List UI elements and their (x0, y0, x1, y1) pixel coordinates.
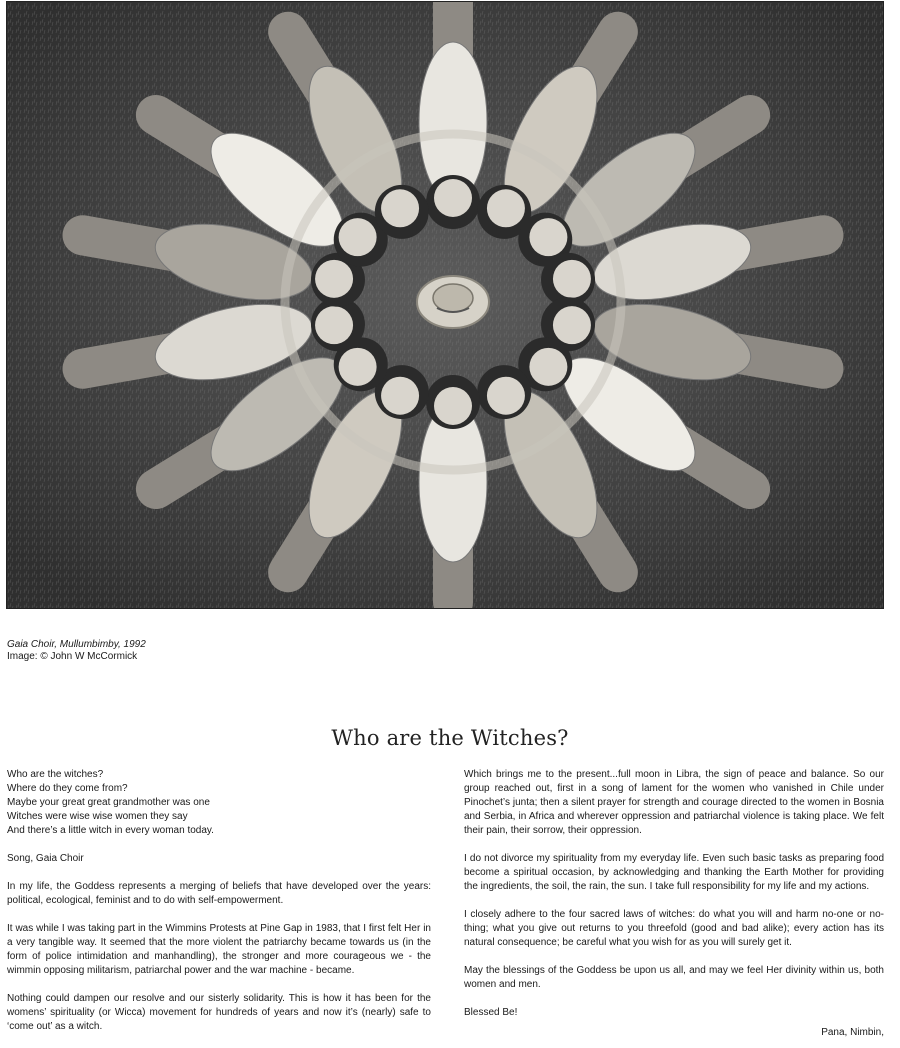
right-column (464, 768, 884, 1040)
face (434, 179, 472, 217)
straw-hat-icon (417, 276, 489, 328)
closing-line: Blessed Be! (464, 1007, 518, 1018)
face (381, 377, 419, 415)
photo-illustration (7, 2, 883, 608)
song-line: Who are the witches? (7, 769, 104, 780)
face (381, 189, 419, 227)
face (553, 260, 591, 298)
face (434, 387, 472, 425)
caption-credit: Image: © John W McCormick (7, 651, 138, 662)
song-line: And there’s a little witch in every woman today. (7, 825, 214, 836)
paragraph: I closely adhere to the four sacred laws of witches: do what you will and harm no-one or no-thing; what you give out returns to you threefold (good and bad alike); every action has its natural consequence; be careful what you wish for as you will surely get it. (464, 909, 884, 948)
paragraph: It was while I was taking part in the Wimmins Protests at Pine Gap in 1983, that I first felt Her in a very tangible way. It seemed that the more violent the patriarchy became towards us (in the form of police intimidation and manhandling), the stronger and more courageous we - the wimmin opposing militarism, patriarchal power and the war machine - became. (7, 923, 431, 976)
song-line: Where do they come from? (7, 783, 128, 794)
article-title: Who are the Witches? (331, 726, 569, 750)
paragraph: May the blessings of the Goddess be upon us all, and may we feel Her divinity within us, both women and men. (464, 965, 884, 990)
signature: Pana, Nimbin, (821, 1027, 884, 1038)
photo-caption (7, 639, 146, 663)
paragraph: I do not divorce my spirituality from my everyday life. Even such basic tasks as preparing food become a spiritual occasion, by acknowledging and thanking the Earth Mother for providing the ingredients, the soil, the rain, the sun. I take full responsibility for my life and my actions. (464, 853, 884, 892)
paragraph: Which brings me to the present...full moon in Libra, the sign of peace and balance. So our group reached out, first in a song of lament for the women who vanished in Chile under Pinochet’s junta; then a silent prayer for strength and courage directed to the women in Bosnia and Serbia, in Africa and wherever oppression and patriarchal violence is taking place. We felt their pain, their sorrow, their oppression. (464, 769, 884, 836)
face (529, 348, 567, 386)
song-line: Maybe your great great grandmother was one (7, 797, 210, 808)
face (529, 218, 567, 256)
face (553, 306, 591, 344)
face (339, 348, 377, 386)
left-column (7, 768, 431, 1048)
paragraph: In my life, the Goddess represents a merging of beliefs that have developed over the years: political, ecological, feminist and to do with self-empowerment. (7, 881, 431, 906)
face (487, 189, 525, 227)
song-line: Witches were wise wise women they say (7, 811, 188, 822)
face (487, 377, 525, 415)
group-photo (6, 1, 884, 609)
song-verse (7, 768, 431, 838)
face (339, 218, 377, 256)
paragraph: Nothing could dampen our resolve and our sisterly solidarity. This is how it has been for the womens’ spirituality (or Wicca) movement for hundreds of years and now it’s (nearly) safe to ‘come out’ as a witch. (7, 993, 431, 1032)
caption-title: Gaia Choir, Mullumbimby, 1992 (7, 639, 146, 650)
face (315, 260, 353, 298)
song-credit: Song, Gaia Choir (7, 853, 84, 864)
face (315, 306, 353, 344)
